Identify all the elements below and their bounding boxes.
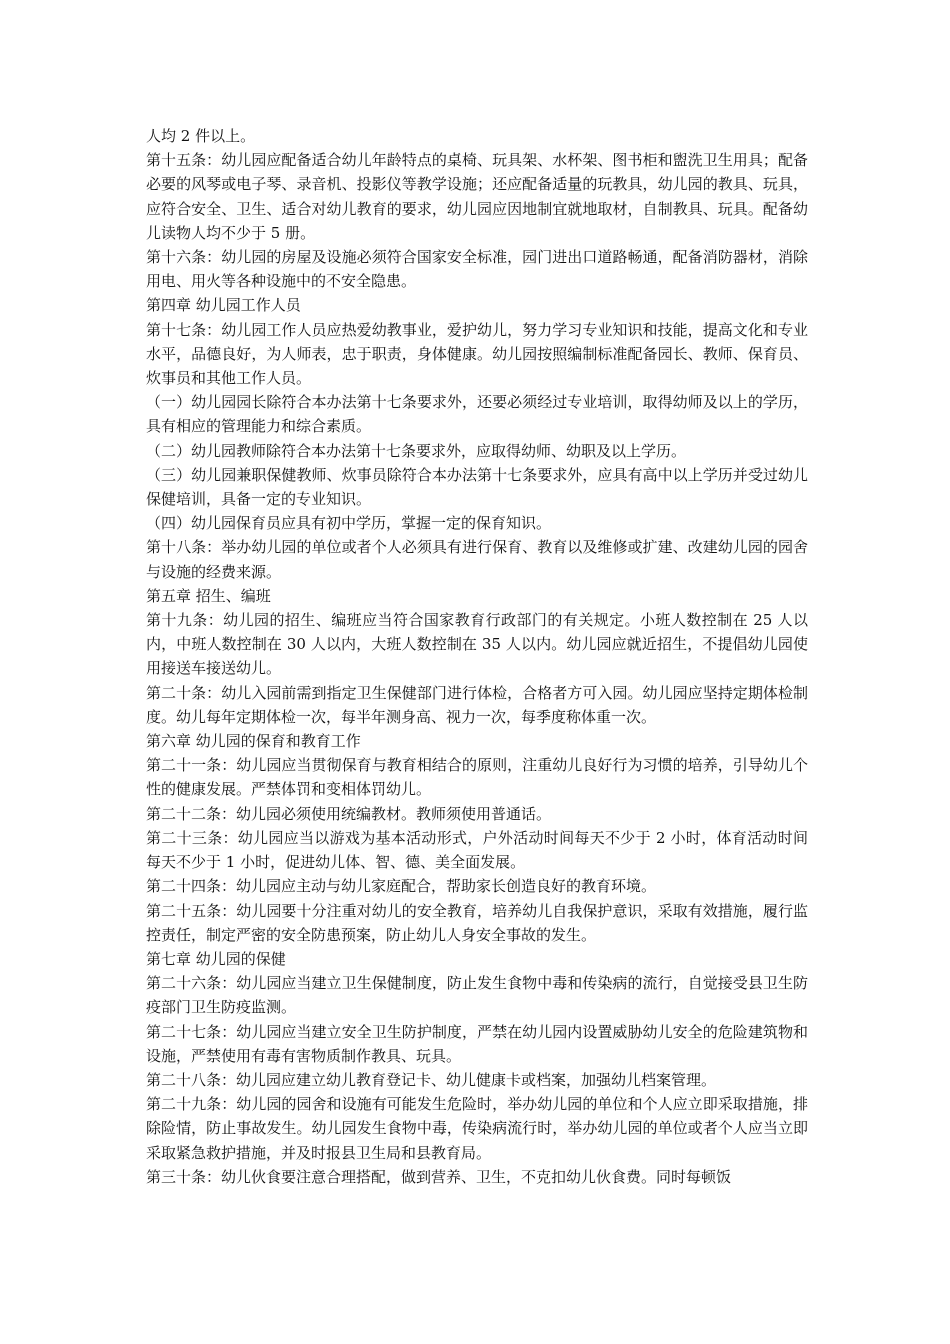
article-17-item-2: （二）幼儿园教师除符合本办法第十七条要求外，应取得幼师、幼职及以上学历。: [146, 441, 687, 460]
chapter-6-heading: 第六章 幼儿园的保育和教育工作: [146, 732, 361, 751]
article-28: 第二十八条：幼儿园应建立幼儿教育登记卡、幼儿健康卡或档案，加强幼儿档案管理。: [146, 1070, 717, 1089]
article-17-item-3: （三）幼儿园兼职保健教师、炊事员除符合本办法第十七条要求外，应具有高中以上学历并受过幼儿保健培训，具备一定的专业知识。: [146, 465, 808, 509]
article-18: 第十八条：举办幼儿园的单位或者个人必须具有进行保育、教育以及维修或扩建、改建幼儿园的园舍与设施的经费来源。: [146, 538, 808, 581]
article-21: 第二十一条：幼儿园应当贯彻保育与教育相结合的原则，注重幼儿良好行为习惯的培养，引导幼儿个性的健康发展。严禁体罚和变相体罚幼儿。: [146, 756, 808, 799]
chapter-5-heading: 第五章 招生、编班: [146, 586, 271, 605]
article-17-item-4: （四）幼儿园保育员应具有初中学历，掌握一定的保育知识。: [146, 514, 552, 533]
article-25: 第二十五条：幼儿园要十分注重对幼儿的安全教育，培养幼儿自我保护意识，采取有效措施，履行监控责任，制定严密的安全防患预案，防止幼儿人身安全事故的发生。: [146, 901, 808, 944]
article-23: 第二十三条：幼儿园应当以游戏为基本活动形式，户外活动时间每天不少于 2 小时，体育活动时间每天不少于 1 小时，促进幼儿体、智、德、美全面发展。: [146, 828, 808, 872]
article-19: 第十九条：幼儿园的招生、编班应当符合国家教育行政部门的有关规定。小班人数控制在 25 人以内，中班人数控制在 30 人以内，大班人数控制在 35 人以内。幼儿园应就近招生，不提倡幼儿园使用接送车接送幼儿。: [146, 611, 808, 678]
paragraph-continuation: 人均 2 件以上。: [146, 127, 256, 145]
article-22: 第二十二条：幼儿园必须使用统编教材。教师须使用普通话。: [146, 804, 552, 823]
article-27: 第二十七条：幼儿园应当建立安全卫生防护制度，严禁在幼儿园内设置威胁幼儿安全的危险建筑物和设施，严禁使用有毒有害物质制作教具、玩具。: [146, 1022, 808, 1065]
article-17-item-1: （一）幼儿园园长除符合本办法第十七条要求外，还要必须经过专业培训，取得幼师及以上的学历，具有相应的管理能力和综合素质。: [146, 393, 808, 436]
article-15: 第十五条：幼儿园应配备适合幼儿年龄特点的桌椅、玩具架、水杯架、图书柜和盥洗卫生用具；配备必要的风琴或电子琴、录音机、投影仪等教学设施；还应配备适量的玩教具，幼儿园的教具、玩具，应符合安全、卫生、适合对幼儿教育的要求，幼儿园应因地制宜就地取材，自制教具、玩具。配备幼儿读物人均不少于 5 册。: [146, 151, 808, 242]
article-16: 第十六条：幼儿园的房屋及设施必须符合国家安全标准，园门进出口道路畅通，配备消防器材，消除用电、用火等各种设施中的不安全隐患。: [146, 248, 808, 291]
article-29: 第二十九条：幼儿园的园舍和设施有可能发生危险时，举办幼儿园的单位和个人应立即采取措施，排除险情，防止事故发生。幼儿园发生食物中毒，传染病流行时，举办幼儿园的单位或者个人应当立即采取紧急救护措施，并及时报县卫生局和县教育局。: [146, 1095, 808, 1162]
article-26: 第二十六条：幼儿园应当建立卫生保健制度，防止发生食物中毒和传染病的流行，自觉接受县卫生防疫部门卫生防疫监测。: [146, 974, 808, 1017]
article-20: 第二十条：幼儿入园前需到指定卫生保健部门进行体检，合格者方可入园。幼儿园应坚持定期体检制度。幼儿每年定期体检一次，每半年测身高、视力一次，每季度称体重一次。: [146, 683, 808, 726]
article-30: 第三十条：幼儿伙食要注意合理搭配，做到营养、卫生，不克扣幼儿伙食费。同时每顿饭: [146, 1167, 732, 1186]
chapter-4-heading: 第四章 幼儿园工作人员: [146, 296, 301, 315]
article-17: 第十七条：幼儿园工作人员应热爱幼教事业，爱护幼儿，努力学习专业知识和技能，提高文化和专业水平，品德良好，为人师表，忠于职责，身体健康。幼儿园按照编制标准配备园长、教师、保育员、炊事员和其他工作人员。: [146, 320, 808, 388]
document-page: [146, 124, 808, 1189]
chapter-7-heading: 第七章 幼儿园的保健: [146, 949, 286, 968]
article-24: 第二十四条：幼儿园应主动与幼儿家庭配合，帮助家长创造良好的教育环境。: [146, 877, 657, 896]
